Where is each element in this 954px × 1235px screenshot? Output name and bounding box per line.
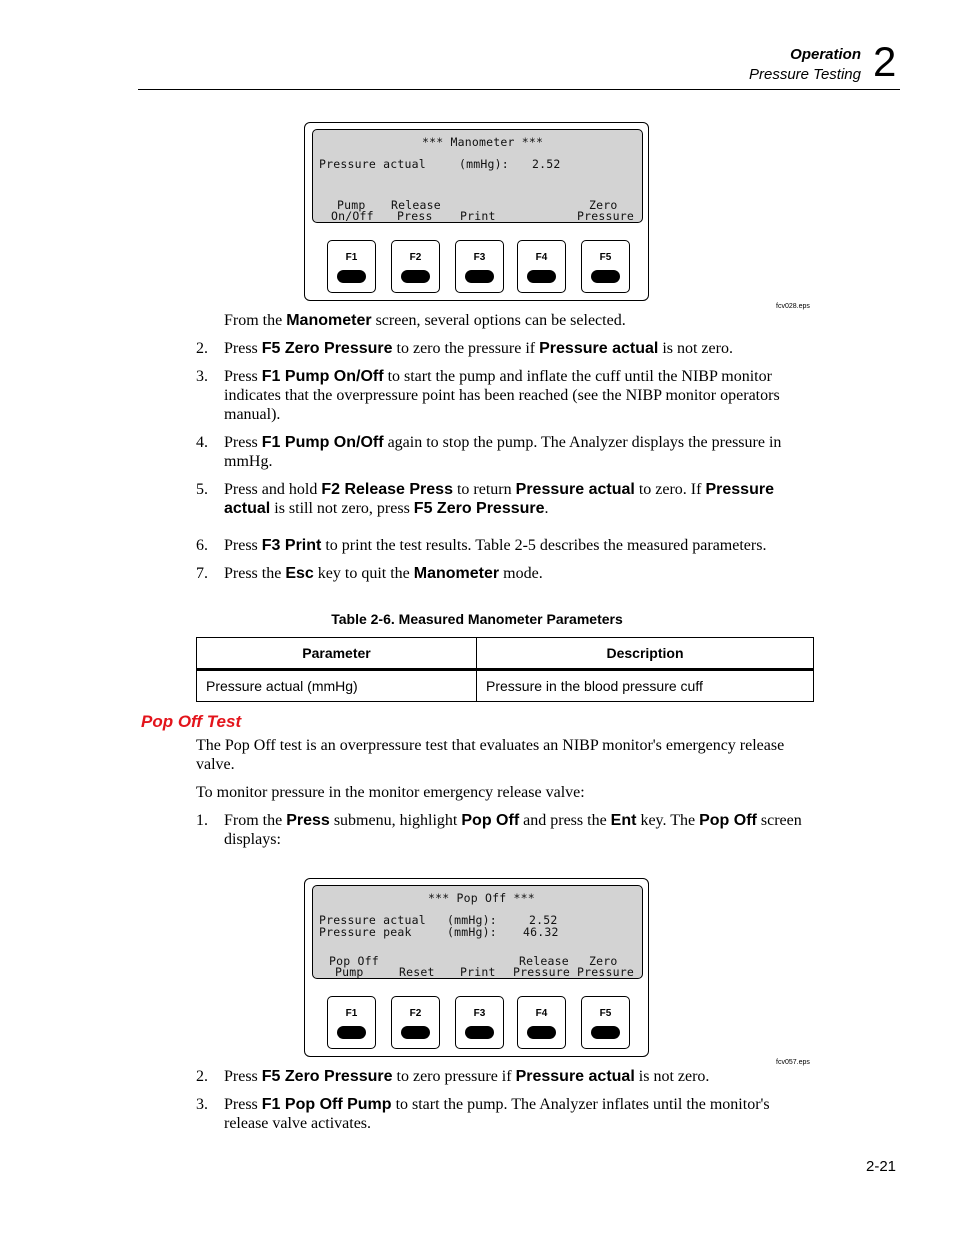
softkey-label-4-top: Release (519, 954, 569, 968)
lcd-label: Pressure actual (319, 157, 426, 171)
figure1-caption: fcv028.eps (776, 303, 810, 310)
keyword: Pressure actual (539, 340, 659, 357)
keyword: Esc (285, 565, 314, 582)
keyword: F5 Zero Pressure (413, 500, 545, 517)
softkey-label-5-bottom: Pressure (577, 209, 634, 223)
step-number: 2. (196, 1068, 208, 1085)
step-text: Press F1 Pump On/Off again to stop the pump. The Analyzer displays the pressure in mmHg. (224, 434, 782, 470)
step-number: 4. (196, 434, 208, 451)
softkey-label-2-bottom: Reset (399, 965, 435, 979)
table-header-description: Description (477, 638, 814, 670)
step-number: 3. (196, 368, 208, 385)
step-text: Press F3 Print to print the test results. Table 2-5 describes the measured parameters. (224, 537, 767, 554)
keyword: Press (286, 812, 330, 829)
header-subtitle: Pressure Testing (748, 66, 861, 83)
step-number: 2. (196, 340, 208, 357)
f5-key[interactable]: F5 (581, 240, 630, 293)
lcd-label: Pressure peak (319, 925, 412, 939)
page-number: 2-21 (866, 1158, 897, 1175)
softkey-label-5-bottom: Pressure (577, 965, 634, 979)
step-number: 3. (196, 1096, 208, 1113)
parameters-table (196, 637, 814, 702)
section-heading: Pop Off Test (141, 712, 242, 731)
keyword: Ent (610, 812, 637, 829)
intro-paragraph: From the Manometer screen, several options can be selected. (224, 312, 626, 329)
softkey-label-2-bottom: Press (397, 209, 433, 223)
table-cell: Pressure actual (mmHg) (197, 670, 477, 702)
lcd-value: 2.52 (532, 157, 561, 171)
softkey-label-1-bottom: Pump (335, 965, 364, 979)
figure2-caption: fcv057.eps (776, 1059, 810, 1066)
step-text: Press the Esc key to quit the Manometer mode. (224, 565, 543, 582)
lcd-title: *** Manometer *** (422, 135, 544, 149)
table-header-row (197, 638, 814, 670)
popoff-paragraph-2: To monitor pressure in the monitor emergency release valve: (196, 784, 585, 801)
lcd-screen (312, 885, 643, 979)
table-title: Table 2-6. Measured Manometer Parameters (331, 611, 623, 627)
keyword: Pressure actual (515, 1068, 635, 1085)
lcd-screen (312, 129, 643, 223)
keyword: Pop Off (461, 812, 520, 829)
softkey-label-3-bottom: Print (460, 965, 496, 979)
step-text: From the Press submenu, highlight Pop Off and press the Ent key. The Pop Off screen displays: (224, 812, 802, 848)
lcd-unit: (mmHg): (459, 157, 509, 171)
step-text: Press and hold F2 Release Press to return Pressure actual to zero. If Pressure actual is still not zero, press F5 Zero Pressure. (224, 481, 774, 517)
f1-key[interactable]: F1 (327, 240, 376, 293)
step-text: Press F1 Pump On/Off to start the pump and inflate the cuff until the NIBP monitor indicates that the overpressure point has been reached (see the NIBP monitor operators manual). (224, 368, 780, 423)
header-rule (138, 89, 900, 90)
step-number: 6. (196, 537, 208, 554)
step-text: Press F5 Zero Pressure to zero pressure if Pressure actual is not zero. (224, 1068, 710, 1085)
softkey-label-5-top: Zero (589, 954, 618, 968)
popoff-figure (304, 878, 649, 1057)
softkey-label-3-bottom: Print (460, 209, 496, 223)
keyword: F1 Pump On/Off (261, 434, 384, 451)
step-number: 5. (196, 481, 208, 498)
f1-key[interactable]: F1 (327, 996, 376, 1049)
step-number: 1. (196, 812, 208, 829)
f4-key[interactable]: F4 (517, 996, 566, 1049)
keyword: F2 Release Press (321, 481, 453, 498)
keyword: Pop Off (699, 812, 757, 829)
f3-key[interactable]: F3 (455, 996, 504, 1049)
keyword: F5 Zero Pressure (261, 1068, 393, 1085)
manometer-figure (304, 122, 649, 301)
softkey-label-2-top: Release (391, 198, 441, 212)
table-row (197, 670, 814, 702)
keyword: F3 Print (261, 537, 322, 554)
softkey-label-4-bottom: Pressure (513, 965, 570, 979)
keyword: F5 Zero Pressure (261, 340, 393, 357)
f5-key[interactable]: F5 (581, 996, 630, 1049)
lcd-title: *** Pop Off *** (428, 891, 535, 905)
step-number: 7. (196, 565, 208, 582)
softkey-label-5-top: Zero (589, 198, 618, 212)
keyword: F1 Pop Off Pump (261, 1096, 392, 1113)
table-header-parameter: Parameter (197, 638, 477, 670)
f2-key[interactable]: F2 (391, 240, 440, 293)
lcd-label: Pressure actual (319, 913, 426, 927)
lcd-value: 2.52 (529, 913, 558, 927)
lcd-unit: (mmHg): (447, 913, 497, 927)
f4-key[interactable]: F4 (517, 240, 566, 293)
f3-key[interactable]: F3 (455, 240, 504, 293)
lcd-value: 46.32 (523, 925, 559, 939)
step-text: Press F1 Pop Off Pump to start the pump. The Analyzer inflates until the monitor's release valve activates. (224, 1096, 770, 1132)
keyword: Pressure actual (515, 481, 635, 498)
header-title: Operation (790, 46, 861, 63)
softkey-label-1-bottom: On/Off (331, 209, 374, 223)
step-text: Press F5 Zero Pressure to zero the pressure if Pressure actual is not zero. (224, 340, 733, 357)
softkey-label-1-top: Pop Off (329, 954, 379, 968)
lcd-unit: (mmHg): (447, 925, 497, 939)
keyword: F1 Pump On/Off (261, 368, 384, 385)
chapter-number: 2 (873, 38, 897, 85)
keyword: Manometer (413, 565, 500, 582)
popoff-paragraph-1: The Pop Off test is an overpressure test that evaluates an NIBP monitor's emergency release valve. (196, 737, 785, 773)
keyword: Pressure actual (224, 481, 774, 517)
f2-key[interactable]: F2 (391, 996, 440, 1049)
softkey-label-1-top: Pump (337, 198, 366, 212)
table-cell: Pressure in the blood pressure cuff (477, 670, 814, 702)
